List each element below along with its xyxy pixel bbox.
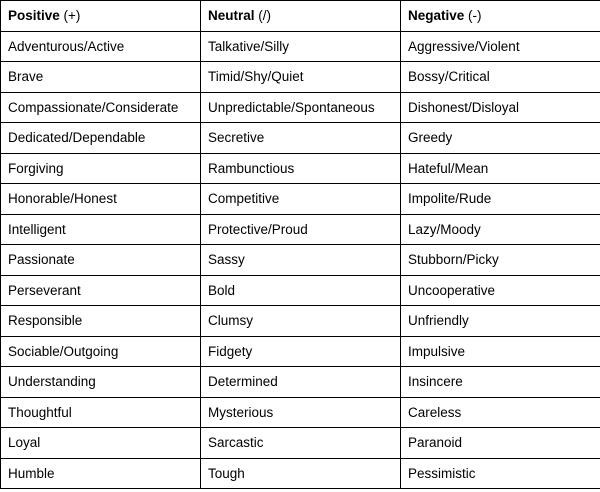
positive-trait-cell: Understanding xyxy=(1,367,201,398)
negative-trait-cell: Dishonest/Disloyal xyxy=(401,92,600,123)
neutral-trait-cell: Sassy xyxy=(201,245,401,276)
negative-trait-cell: Pessimistic xyxy=(401,458,600,489)
table-body xyxy=(1,31,600,489)
negative-trait-cell: Careless xyxy=(401,397,600,428)
table-row xyxy=(1,245,600,276)
table-row xyxy=(1,428,600,459)
negative-trait-cell: Lazy/Moody xyxy=(401,214,600,245)
negative-trait-cell: Uncooperative xyxy=(401,275,600,306)
neutral-trait-cell: Fidgety xyxy=(201,336,401,367)
negative-trait-cell: Unfriendly xyxy=(401,306,600,337)
negative-trait-cell: Impolite/Rude xyxy=(401,184,600,215)
positive-trait-cell: Responsible xyxy=(1,306,201,337)
negative-trait-cell: Stubborn/Picky xyxy=(401,245,600,276)
table-row xyxy=(1,153,600,184)
neutral-trait-cell: Mysterious xyxy=(201,397,401,428)
table-row xyxy=(1,367,600,398)
table-header xyxy=(1,1,600,32)
neutral-trait-cell: Determined xyxy=(201,367,401,398)
positive-trait-cell: Honorable/Honest xyxy=(1,184,201,215)
neutral-trait-cell: Rambunctious xyxy=(201,153,401,184)
positive-trait-cell: Loyal xyxy=(1,428,201,459)
neutral-trait-cell: Tough xyxy=(201,458,401,489)
table-row xyxy=(1,31,600,62)
neutral-trait-cell: Timid/Shy/Quiet xyxy=(201,62,401,93)
positive-trait-cell: Dedicated/Dependable xyxy=(1,123,201,154)
positive-trait-cell: Sociable/Outgoing xyxy=(1,336,201,367)
negative-trait-cell: Paranoid xyxy=(401,428,600,459)
header-negative-symbol: (-) xyxy=(464,8,482,24)
header-positive-title: Positive xyxy=(8,8,60,24)
negative-trait-cell: Hateful/Mean xyxy=(401,153,600,184)
positive-trait-cell: Intelligent xyxy=(1,214,201,245)
positive-trait-cell: Forgiving xyxy=(1,153,201,184)
positive-trait-cell: Passionate xyxy=(1,245,201,276)
neutral-trait-cell: Secretive xyxy=(201,123,401,154)
negative-trait-cell: Greedy xyxy=(401,123,600,154)
table-row xyxy=(1,336,600,367)
negative-trait-cell: Bossy/Critical xyxy=(401,62,600,93)
header-neutral-symbol: (/) xyxy=(254,8,272,24)
positive-trait-cell: Adventurous/Active xyxy=(1,31,201,62)
header-neutral-title: Neutral xyxy=(208,8,255,24)
negative-trait-cell: Impulsive xyxy=(401,336,600,367)
neutral-trait-cell: Unpredictable/Spontaneous xyxy=(201,92,401,123)
neutral-trait-cell: Competitive xyxy=(201,184,401,215)
positive-trait-cell: Humble xyxy=(1,458,201,489)
table-row xyxy=(1,306,600,337)
negative-trait-cell: Insincere xyxy=(401,367,600,398)
positive-trait-cell: Thoughtful xyxy=(1,397,201,428)
header-negative xyxy=(401,1,600,32)
neutral-trait-cell: Sarcastic xyxy=(201,428,401,459)
neutral-trait-cell: Bold xyxy=(201,275,401,306)
neutral-trait-cell: Protective/Proud xyxy=(201,214,401,245)
positive-trait-cell: Brave xyxy=(1,62,201,93)
neutral-trait-cell: Clumsy xyxy=(201,306,401,337)
table-row xyxy=(1,275,600,306)
table-row xyxy=(1,184,600,215)
header-negative-title: Negative xyxy=(408,8,465,24)
table-row xyxy=(1,62,600,93)
neutral-trait-cell: Talkative/Silly xyxy=(201,31,401,62)
table-row xyxy=(1,214,600,245)
header-neutral xyxy=(201,1,401,32)
negative-trait-cell: Aggressive/Violent xyxy=(401,31,600,62)
header-positive-symbol: (+) xyxy=(59,8,81,24)
table-row xyxy=(1,458,600,489)
table-row xyxy=(1,123,600,154)
header-positive xyxy=(1,1,201,32)
positive-trait-cell: Compassionate/Considerate xyxy=(1,92,201,123)
table-row xyxy=(1,92,600,123)
positive-trait-cell: Perseverant xyxy=(1,275,201,306)
table-row xyxy=(1,397,600,428)
header-row xyxy=(1,1,600,32)
